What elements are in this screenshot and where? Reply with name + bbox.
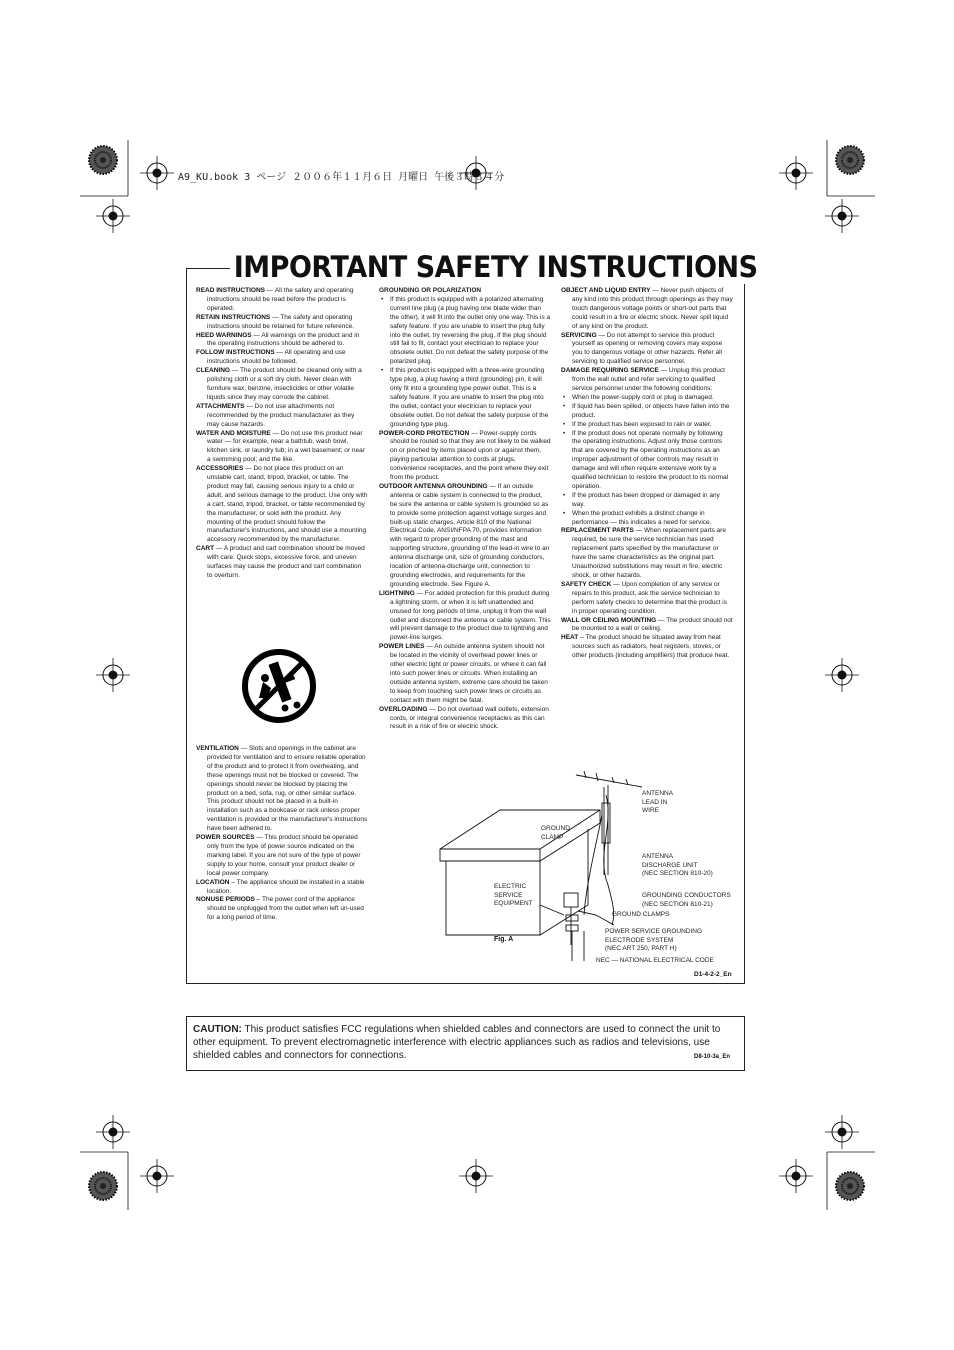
label-line: POWER SERVICE GROUNDING — [605, 928, 703, 935]
instruction-term: OVERLOADING — [379, 705, 428, 713]
instruction-text: — For added protection for this product during a lightning storm, or when it is left unattended and unused for long periods of time, unplug it from the wall outlet and disconnect the antenna or cable system. This will prevent damage to the product due to lightning and power-line surges. — [390, 589, 551, 642]
color-bar-icon — [836, 146, 864, 174]
instruction-term: REPLACEMENT PARTS — [561, 527, 634, 535]
bullet-item: • When the product exhibits a distinct change in performance — this indicates a need for service. — [572, 510, 733, 528]
column-1 — [196, 287, 368, 581]
instruction-term: ATTACHMENTS — [196, 402, 245, 410]
instruction-text: – The appliance should be installed in a stable location. — [207, 878, 365, 895]
instruction-text: — Do not use attachments not recommended by the product manufacturer as they may cause hazards. — [207, 402, 355, 428]
color-bar-icon — [89, 146, 117, 174]
instruction-term: HEAT — [561, 634, 579, 642]
instruction-term: FOLLOW INSTRUCTIONS — [196, 349, 275, 357]
label-line: (NEC ART 250, PART H) — [605, 945, 677, 952]
instruction-item — [561, 332, 733, 368]
doc-code-1: D1-4-2-2_En — [694, 971, 732, 978]
instruction-term: OBJECT AND LIQUID ENTRY — [561, 287, 651, 294]
label-line: LEAD IN — [642, 798, 668, 806]
instruction-text: — An outside antenna system should not be located in the vicinity of overhead power lines or other electric light or power circuits, or where it can fall into such power lines or circuits. When installing an outside antenna system, extreme care should be taken to keep from touching such power lines or circuits as contact with them might be fatal. — [390, 643, 548, 704]
label-line: WIRE — [642, 807, 659, 814]
label-line: ANTENNA — [642, 853, 674, 860]
label-power-service — [605, 928, 702, 954]
instruction-term: CLEANING — [196, 367, 230, 375]
instruction-item — [196, 545, 368, 581]
label-line: (NEC SECTION 810-21) — [642, 900, 713, 908]
instruction-item — [196, 430, 368, 466]
instruction-term: READ INSTRUCTIONS — [196, 287, 265, 294]
instruction-item — [196, 834, 368, 879]
caution-label: CAUTION: — [193, 1024, 242, 1035]
instruction-text: – The product should be situated away from heat sources such as radiators, heat registers, stoves, or other products (including amplifiers) that produce heat. — [572, 634, 730, 660]
caution-body: This product satisfies FCC regulations when shielded cables and connectors are used to connect the unit to other equipment. To prevent electromagnetic interference with electric appliances such as radios and televisions, use shielded cables and connectors for connections. — [193, 1024, 721, 1061]
color-bar-icon — [836, 1172, 864, 1200]
instruction-item — [196, 287, 368, 314]
label-line: GROUND — [541, 825, 570, 832]
page-title: IMPORTANT SAFETY INSTRUCTIONS — [230, 250, 761, 284]
instruction-text: — All warnings on the product and in the operating instructions should be adhered to. — [207, 331, 360, 348]
instruction-text: — Unplug this product from the wall outlet and refer servicing to qualified service personnel under the following conditions: — [572, 367, 725, 392]
book-header-line: A9_KU.book 3 ページ ２００６年１１月６日 月曜日 午後３時３４分 — [178, 172, 505, 183]
bullet-item: • If liquid has been spilled, or objects have fallen into the product. — [572, 403, 733, 421]
instruction-term: POWER-CORD PROTECTION — [379, 429, 470, 437]
bullet-item: • If the product has been dropped or damaged in any way. — [572, 492, 733, 510]
instruction-text: — The product should not be mounted to a wall or ceiling. — [572, 616, 733, 633]
instruction-item — [196, 879, 368, 897]
caution-text — [193, 1023, 733, 1062]
label-line: ELECTRIC — [494, 883, 527, 890]
bullet-item: • If the product does not operate normally by following the operating instructions. Adjust only those controls that are covered by the operating instructions as an improper adjustment of other controls may result in damage and will often require extensive work by a qualified technician to restore the product to its normal operation. — [572, 430, 733, 492]
instruction-item — [379, 706, 551, 733]
instruction-item — [196, 349, 368, 367]
instruction-term: VENTILATION — [196, 745, 239, 752]
instruction-text: — Do not use this product near water — for example, near a bathtub, wash bowl, kitchen sink, or laundry tub; in a wet basement; or near a swimming pool; and the like. — [207, 429, 365, 464]
label-line: SERVICE — [494, 891, 523, 899]
instruction-term: WALL OR CEILING MOUNTING — [561, 616, 657, 624]
label-line: DISCHARGE UNIT — [642, 861, 698, 869]
column-3 — [561, 287, 733, 661]
instruction-term: WATER AND MOISTURE — [196, 429, 271, 437]
instruction-item — [196, 367, 368, 403]
grounding-heading: GROUNDING OR POLARIZATION — [379, 287, 482, 294]
grounding-bullets — [379, 296, 551, 430]
instruction-term: HEED WARNINGS — [196, 331, 252, 339]
label-grounding-conductors — [642, 892, 731, 909]
instruction-text: — A product and cart combination should be moved with care. Quick stops, excessive force, and uneven surfaces may cause the product and cart combination to overturn. — [207, 545, 365, 579]
instruction-term: OUTDOOR ANTENNA GROUNDING — [379, 482, 488, 490]
bullet-item: • If this product is equipped with a polarized alternating current line plug (a plug having one blade wider than the other), it will fit into the outlet only one way. This is a safety feature. If you are unable to insert the plug fully into the outlet, try reversing the plug. If the plug should still fail to fit, contact your electrician to replace your obsolete outlet. Do not defeat the safety purpose of the polarized plug. — [390, 296, 551, 367]
label-line: ELECTRODE SYSTEM — [605, 936, 674, 944]
instruction-text: — The safety and operating instructions should be retained for future reference. — [207, 313, 355, 330]
damage-bullets — [561, 394, 733, 528]
instruction-item — [561, 617, 733, 635]
instruction-item — [196, 465, 368, 545]
instruction-term: DAMAGE REQUIRING SERVICE — [561, 367, 659, 375]
label-line: (NEC SECTION 810-20) — [642, 870, 713, 877]
label-line: ANTENNA — [642, 790, 674, 797]
nec-note: NEC — NATIONAL ELECTRICAL CODE — [596, 957, 714, 964]
label-ground-clamp — [541, 825, 570, 842]
instruction-term: POWER LINES — [379, 643, 425, 651]
instruction-item — [561, 634, 733, 661]
bullet-item: • If the product has been exposed to rain or water. — [572, 421, 733, 430]
instruction-item — [196, 332, 368, 350]
label-line: EQUIPMENT — [494, 900, 533, 907]
instruction-term: RETAIN INSTRUCTIONS — [196, 313, 271, 321]
instruction-text: – The power cord of the appliance should be unplugged from the outlet when left un-used for a long period of time. — [207, 896, 364, 922]
instruction-term: LOCATION — [196, 878, 230, 886]
instruction-item — [379, 643, 551, 705]
bullet-item: • If this product is equipped with a three-wire grounding type plug, a plug having a third (grounding) pin, it will only fit into a grounding type power outlet. This is a safety feature. If you are unable to insert the plug into the outlet, contact your electrician to replace your obsolete outlet. Do not defeat the safety purpose of the grounding type plug. — [390, 367, 551, 429]
column-2 — [379, 287, 551, 732]
instruction-item — [196, 745, 368, 834]
instruction-term: ACCESSORIES — [196, 465, 244, 473]
instruction-item — [379, 430, 551, 483]
instruction-term: POWER SOURCES — [196, 834, 255, 842]
instruction-term: SAFETY CHECK — [561, 580, 612, 588]
instruction-term: NONUSE PERIODS — [196, 896, 255, 904]
label-antenna-discharge — [642, 853, 713, 879]
instruction-text: — Do not attempt to service this product yourself as opening or removing covers may expose you to dangerous voltage or other hazards. Refer all servicing to qualified service personnel. — [572, 331, 723, 366]
instruction-term: LIGHTNING — [379, 589, 415, 597]
instruction-text: — The product should be cleaned only with a polishing cloth or a soft dry cloth. Never clean with furniture wax, benzine, insecticides or other volatile liquids since they may corrode the cabinet. — [207, 367, 362, 401]
instruction-text: — This product should be operated only from the type of power source indicated on the marking label. If you are not sure of the type of power supply to your home, consult your product dealer or local power company. — [207, 834, 361, 877]
instruction-item — [196, 314, 368, 332]
instruction-item — [561, 367, 733, 394]
instruction-item — [561, 527, 733, 580]
instruction-text: — All the safety and operating instructions should be read before the product is operated. — [207, 287, 354, 312]
instruction-text: — Never push objects of any kind into this product through openings as they may touch dangerous voltage points or short-out parts that could result in a fire or electric shock. Never spill liquid of any kind on the product. — [572, 287, 733, 330]
instruction-term: CART — [196, 545, 215, 553]
instruction-item — [561, 287, 733, 332]
figure-label: Fig. A — [494, 936, 514, 943]
label-ground-clamps: GROUND CLAMPS — [612, 911, 670, 918]
instruction-item — [196, 896, 368, 923]
bullet-item: • When the power-supply cord or plug is damaged. — [572, 394, 733, 403]
instruction-text: — All operating and use instructions should be followed. — [207, 349, 346, 366]
instruction-item — [561, 581, 733, 617]
instruction-item — [379, 483, 551, 590]
instruction-text: — If an outside antenna or cable system is connected to the product, be sure the antenna or cable system is grounded so as to provide some protection against voltage surges and built-up static charges. Article 810 of the National Electrical Code, ANSI/NFPA 70, provides information with regard to proper grounding of the mast and supporting structure, grounding of the lead-in wire to an antenna discharge unit, size of grounding conductors, location of antenna-discharge unit, connection to grounding electrodes, and requirements for the grounding electrode. See Figure A. — [390, 482, 550, 588]
instruction-term: SERVICING — [561, 331, 597, 339]
cart-tip-over-icon — [241, 648, 317, 724]
instruction-text: — Power-supply cords should be routed so that they are not likely to be walked on or pinched by items placed upon or against them, paying particular attention to cords at plugs, convenience receptacles, and the point where they exit from the product. — [390, 429, 551, 482]
instruction-text: — Do not place this product on an unstable cart, stand, tripod, bracket, or table. The product may fall, causing serious injury to a child or adult, and serious damage to the product. Use only with a cart, stand, tripod, bracket, or table recommended by the manufacturer, or sold with the product. Any mounting of the product should follow the manufacturer's instructions, and should use a mounting accessory recommended by the manufacturer. — [207, 465, 368, 544]
column-1-lower — [196, 745, 368, 923]
label-line: CLAMP — [541, 833, 564, 841]
label-electric-service — [494, 883, 533, 909]
instruction-text: — Do not overload wall outlets, extension cords, or integral convenience receptacles as this can result in a risk of fire or electric shock. — [390, 705, 549, 731]
color-bar-icon — [89, 1172, 117, 1200]
doc-code-2: D8-10-3a_En — [694, 1054, 731, 1060]
instruction-text: — When replacement parts are required, be sure the service technician has used replacement parts specified by the manufacturer or have the same characteristics as the original part. Unauthorized substitutions may result in fire, electric shock, or other hazards. — [572, 527, 726, 579]
instruction-text: — Upon completion of any service or repairs to this product, ask the service technician to perform safety checks to determine that the product is in proper operating condition. — [572, 580, 727, 615]
instruction-text: — Slots and openings in the cabinet are provided for ventilation and to ensure reliable operation of the product and to protect it from overheating, and these openings must not be blocked or covered. The openings should never be blocked by placing the product on a bed, sofa, rug, or other similar surface. This product should not be placed in a built-in installation such as a bookcase or rack unless proper ventilation is provided or the manufacturer's instructions have been adhered to. — [207, 745, 368, 833]
label-antenna-lead-in — [642, 790, 673, 816]
instruction-item — [196, 403, 368, 430]
instruction-item — [379, 590, 551, 643]
label-line: GROUNDING CONDUCTORS — [642, 892, 731, 899]
